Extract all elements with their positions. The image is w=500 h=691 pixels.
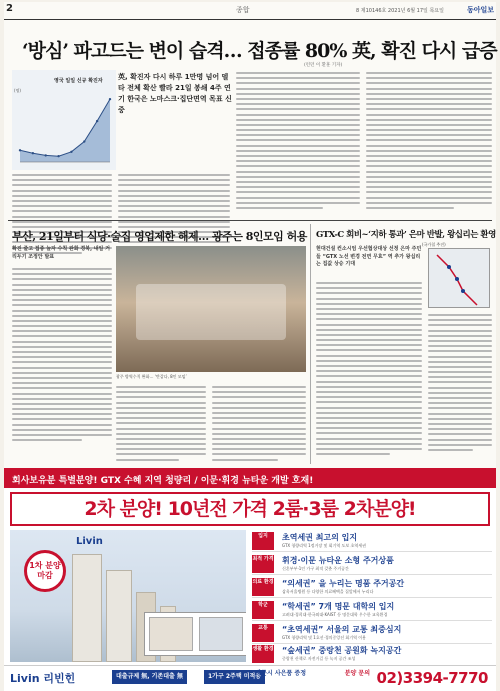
article1-byline: (런던 이 환훈 기자) bbox=[304, 63, 343, 68]
article1-lead: 英, 확진자 다시 하루 1만명 넘어 델타 전체 확산 빨라 21일 봉쇄 4주 연기 한국은 노마스크·집단면역 목표 신중 bbox=[118, 73, 232, 114]
feature-sub: 신혼부부·1인 가구 최적 갖춘 주거공간 bbox=[282, 566, 349, 571]
loan-pill: 대출규제 無, 기존대출 無 bbox=[112, 670, 187, 684]
feature-title: 휘경·이문 뉴타운 소형 주거상품 bbox=[282, 556, 394, 565]
ad-brand-logo: Livin bbox=[76, 536, 103, 547]
chart-point bbox=[57, 155, 59, 157]
article3-headline: GTX-C 회비~‘지하 통과’ 은마 반발, 왕십리는 환영 bbox=[316, 230, 496, 240]
ad-footer bbox=[4, 665, 496, 691]
feature-tag: 입지 bbox=[252, 532, 274, 550]
chart-point bbox=[83, 140, 85, 142]
chart-point bbox=[70, 151, 72, 153]
article3-body-col1 bbox=[316, 282, 422, 458]
ad-headline: 2차 분양! 10년전 가격 2룸·3룸 2차분양! bbox=[10, 492, 490, 526]
chart-point bbox=[32, 152, 34, 154]
issue-info: 8 제10146호 2021년 6월 17일 목요일 bbox=[356, 8, 444, 14]
section-divider-1 bbox=[8, 220, 492, 221]
feature-title: 초역세권 최고의 입지 bbox=[282, 533, 358, 542]
route-map-svg bbox=[429, 249, 491, 309]
feature-tag: 생활 환경 bbox=[252, 645, 274, 663]
section-label: 종합 bbox=[236, 6, 250, 14]
feature-title: “학세권” 7개 명문 대학의 입지 bbox=[282, 602, 395, 611]
feature-sub: 고려대·경희대·한국외대·KAIST 등 명문대학 우수한 교육환경 bbox=[282, 612, 388, 617]
newspaper-page bbox=[4, 2, 496, 689]
feature-row-6 bbox=[252, 643, 492, 665]
feature-tag: 의료 환경 bbox=[252, 578, 274, 596]
article2-headline: 부산, 21일부터 식당·술집 영업제한 해제… 광주는 8인모임 허용 bbox=[12, 230, 307, 243]
phone-label: 분양 문의 bbox=[344, 670, 370, 677]
article3-sub: 현대건설 컨소시엄 우선협상대상 선정 은마 주민들 “GTX 노선 변경 전면 무효” 역 추가 왕십리는 집값 상승 기대 bbox=[316, 246, 422, 267]
article1-body-col3 bbox=[366, 72, 492, 212]
feature-sub: GTX 청량리역 및 1호선·경의중앙선 회기역 이용 bbox=[282, 635, 367, 640]
feature-sub: GTX 청량리역 1정거장 및 회기역 도보 초역세권 bbox=[282, 543, 367, 548]
feature-sub: 삼육서울병원 등 다양한 의료혜택을 집앞에서 누리다 bbox=[282, 589, 374, 594]
feature-sub: 중랑천 산책로 자전거길 등 녹지 공간 조성 bbox=[282, 656, 356, 661]
chart-point bbox=[19, 149, 21, 151]
chart-point bbox=[96, 120, 98, 122]
feature-row-3 bbox=[252, 576, 492, 598]
ad-banner: 회사보유분 특별분양! GTX 수혜 지역 청량리 / 이문·휘경 뉴타운 개발 호재! bbox=[4, 470, 496, 488]
article1-body-col0 bbox=[12, 174, 112, 257]
feature-tag: 최적 가격 bbox=[252, 555, 274, 573]
sold-out-badge: 1차 분양 마감 bbox=[24, 550, 66, 592]
feature-title: “숲세권” 중랑천 공원화 녹지공간 bbox=[282, 646, 402, 655]
housing-pill: 1가구 2주택 미적용 bbox=[204, 670, 265, 684]
uk-cases-chart bbox=[12, 70, 116, 170]
chart-ylabel: (명) bbox=[14, 88, 21, 93]
article1-body-col1 bbox=[118, 174, 230, 257]
feature-row-5 bbox=[252, 622, 492, 644]
ad-building-image bbox=[10, 530, 246, 662]
feature-title: “의세권” 을 누리는 명품 주거공간 bbox=[282, 579, 405, 588]
article2-caption: 광주 방역수칙 완화… ‘반갑다, 8인 모임’ bbox=[116, 374, 187, 379]
article1-body-col2 bbox=[236, 72, 360, 212]
feature-row-2 bbox=[252, 553, 492, 575]
chart-point bbox=[109, 98, 111, 100]
paper-name: 동아일보 bbox=[466, 6, 494, 14]
article1-headline: ‘방심’ 파고드는 변이 습격… 접종률 80% 英, 확진 다시 급증 bbox=[22, 40, 497, 62]
article2-body-col2 bbox=[116, 386, 206, 464]
article3-tag: (국가철 추진) bbox=[422, 242, 446, 247]
real-estate-ad bbox=[4, 468, 496, 689]
gtx-route-map bbox=[428, 248, 490, 308]
floor-plan-image bbox=[144, 612, 246, 656]
article3-body-col2 bbox=[428, 314, 492, 454]
feature-tag: 학군 bbox=[252, 601, 274, 619]
visit-gift-label: 방문시 사은품 증정 bbox=[255, 670, 306, 677]
article2-photo bbox=[116, 246, 306, 372]
page-number: 2 bbox=[6, 3, 13, 14]
feature-tag: 교통 bbox=[252, 624, 274, 642]
feature-row-4 bbox=[252, 599, 492, 621]
chart-svg bbox=[12, 70, 116, 170]
page-header bbox=[4, 2, 496, 20]
column-divider bbox=[310, 224, 311, 464]
article2-body-col3 bbox=[212, 386, 306, 464]
chart-title: 영국 일일 신규 확진자 bbox=[54, 78, 103, 84]
feature-row-1 bbox=[252, 530, 492, 552]
footer-logo: Livin 리빈힌 bbox=[10, 672, 76, 685]
chart-point bbox=[45, 154, 47, 156]
article2-body-col1 bbox=[12, 268, 112, 444]
phone-number[interactable]: 02)3394-7770 bbox=[376, 669, 488, 687]
article2-sub: 확진 줄고 접종 늘자 수칙 완화 경북, 내일 거리두기 조정안 발표 bbox=[12, 246, 110, 260]
feature-title: “초역세권” 서울의 교통 최중심지 bbox=[282, 625, 402, 634]
